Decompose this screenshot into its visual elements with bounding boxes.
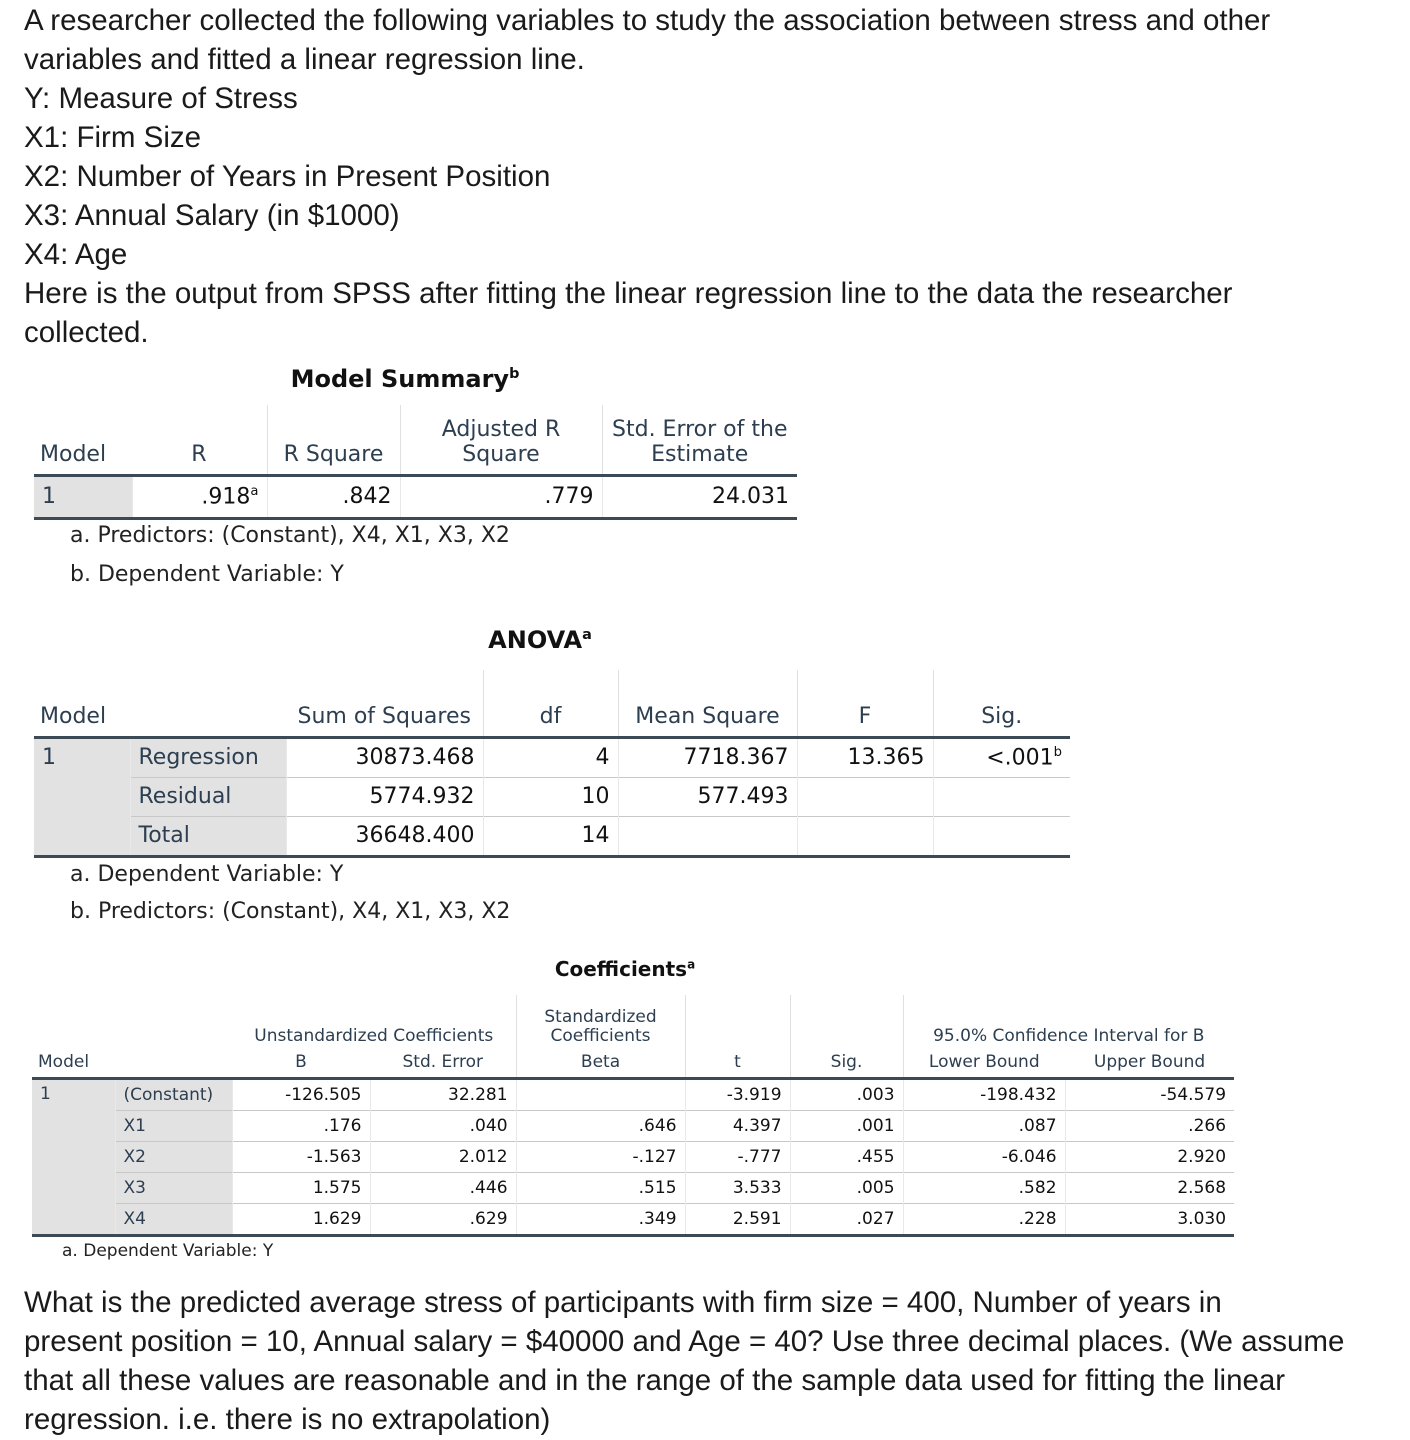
ms-cell (618, 816, 797, 856)
col-header: Sig. (790, 1050, 903, 1078)
model-cell: 1 (34, 475, 132, 518)
adj-r-square-cell: .779 (400, 475, 602, 518)
model-cell: 1 (32, 1078, 115, 1235)
intro-line: X4: Age (24, 238, 128, 271)
se-cell: .040 (370, 1110, 516, 1141)
ss-cell: 30873.468 (286, 737, 483, 777)
table-row (32, 1203, 1234, 1235)
beta-cell: -.127 (516, 1141, 685, 1172)
predictor-cell: X3 (115, 1172, 232, 1203)
lb-cell: .087 (903, 1110, 1065, 1141)
ms-cell: 577.493 (618, 777, 797, 816)
table-row (32, 1141, 1234, 1172)
table-row (34, 737, 1070, 777)
col-header: Beta (516, 1050, 685, 1078)
col-header: Mean Square (618, 670, 797, 737)
ub-cell: 2.568 (1065, 1172, 1234, 1203)
blank-header (685, 995, 790, 1050)
intro-line: X1: Firm Size (24, 121, 202, 154)
title-text: Coefficients (554, 957, 688, 981)
model-summary-table (34, 405, 797, 520)
col-header: R (132, 405, 267, 475)
intro-line: Here is the output from SPSS after fitting the linear regression line to the data the researcher (24, 277, 1233, 310)
b-cell: .176 (232, 1110, 370, 1141)
b-cell: -126.505 (232, 1078, 370, 1110)
t-cell: -3.919 (685, 1078, 790, 1110)
col-header: Std. Error of the Estimate (602, 405, 797, 475)
coefficients-table (32, 995, 1234, 1237)
blank-header (32, 995, 232, 1050)
se-cell: 24.031 (602, 475, 797, 518)
t-cell: 3.533 (685, 1172, 790, 1203)
predictor-cell: X4 (115, 1203, 232, 1235)
table-row (32, 1078, 1234, 1110)
sig-cell: .003 (790, 1078, 903, 1110)
t-cell: -.777 (685, 1141, 790, 1172)
col-header: B (232, 1050, 370, 1078)
table-row (32, 1172, 1234, 1203)
f-cell (797, 816, 933, 856)
df-cell: 14 (483, 816, 618, 856)
col-header: Model (34, 670, 286, 737)
group-header: Unstandardized Coefficients (254, 1025, 494, 1046)
ms-cell: 7718.367 (618, 737, 797, 777)
sig-cell: .005 (790, 1172, 903, 1203)
sig-cell: <.001$^b$ (933, 737, 1070, 777)
ss-cell: 5774.932 (286, 777, 483, 816)
ub-cell: 3.030 (1065, 1203, 1234, 1235)
intro-line: Y: Measure of Stress (24, 82, 298, 115)
se-cell: 32.281 (370, 1078, 516, 1110)
footnote: b. Dependent Variable: Y (70, 562, 344, 587)
se-cell: .629 (370, 1203, 516, 1235)
intro-line: A researcher collected the following variables to study the association between stress and other (24, 4, 1271, 37)
table-row (34, 816, 1070, 856)
col-header: Model (32, 1050, 232, 1078)
col-header: Sum of Squares (286, 670, 483, 737)
sig-cell: .001 (790, 1110, 903, 1141)
ub-cell: -54.579 (1065, 1078, 1234, 1110)
anova-table (34, 670, 1070, 858)
lb-cell: -6.046 (903, 1141, 1065, 1172)
coefficients-title (555, 957, 695, 981)
se-cell: 2.012 (370, 1141, 516, 1172)
footnote: a. Predictors: (Constant), X4, X1, X3, X2 (70, 523, 510, 548)
predictor-cell: X2 (115, 1141, 232, 1172)
col-header: R Square (267, 405, 400, 475)
question-line: What is the predicted average stress of participants with firm size = 400, Number of years in (24, 1286, 1222, 1319)
source-cell: Residual (130, 777, 286, 816)
source-cell: Regression (130, 737, 286, 777)
col-header: Sig. (933, 670, 1070, 737)
intro-line: collected. (24, 316, 149, 349)
col-header: Upper Bound (1065, 1050, 1234, 1078)
table-row (34, 777, 1070, 816)
table-row (32, 1110, 1234, 1141)
intro-line: variables and fitted a linear regression line. (24, 43, 585, 76)
t-cell: 4.397 (685, 1110, 790, 1141)
group-header: 95.0% Confidence Interval for B (903, 995, 1234, 1050)
anova-title (488, 626, 592, 654)
t-cell: 2.591 (685, 1203, 790, 1235)
beta-cell: .349 (516, 1203, 685, 1235)
title-text: ANOVA (488, 626, 583, 654)
predictor-cell: X1 (115, 1110, 232, 1141)
question-line: present position = 10, Annual salary = $40000 and Age = 40? Use three decimal places. (We assume (24, 1325, 1345, 1358)
title-text: Model Summary (290, 365, 510, 393)
col-header: t (685, 1050, 790, 1078)
sig-cell: .027 (790, 1203, 903, 1235)
ss-cell: 36648.400 (286, 816, 483, 856)
sig-cell: .455 (790, 1141, 903, 1172)
f-cell (797, 777, 933, 816)
beta-cell: .515 (516, 1172, 685, 1203)
intro-line: X2: Number of Years in Present Position (24, 160, 551, 193)
beta-cell (516, 1078, 685, 1110)
b-cell: -1.563 (232, 1141, 370, 1172)
footnote-marker: a (582, 627, 592, 643)
question-line: regression. i.e. there is no extrapolation) (24, 1403, 551, 1436)
f-cell: 13.365 (797, 737, 933, 777)
se-cell: .446 (370, 1172, 516, 1203)
col-header: Lower Bound (903, 1050, 1065, 1078)
b-cell: 1.629 (232, 1203, 370, 1235)
col-header: Adjusted R Square (400, 405, 602, 475)
intro-line: X3: Annual Salary (in $1000) (24, 199, 400, 232)
predictor-cell: (Constant) (115, 1078, 232, 1110)
b-cell: 1.575 (232, 1172, 370, 1203)
model-cell: 1 (34, 737, 130, 856)
question-text (24, 1283, 1344, 1439)
col-header: df (483, 670, 618, 737)
df-cell: 4 (483, 737, 618, 777)
ub-cell: .266 (1065, 1110, 1234, 1141)
col-header: Std. Error (370, 1050, 516, 1078)
lb-cell: .228 (903, 1203, 1065, 1235)
blank-header (790, 995, 903, 1050)
lb-cell: .582 (903, 1172, 1065, 1203)
sig-cell (933, 777, 1070, 816)
col-header: F (797, 670, 933, 737)
footnote: a. Dependent Variable: Y (70, 862, 344, 887)
r-cell: .918$^a$ (132, 475, 267, 518)
r-square-cell: .842 (267, 475, 400, 518)
source-cell: Total (130, 816, 286, 856)
model-summary-title (291, 365, 520, 393)
footnote: a. Dependent Variable: Y (62, 1241, 274, 1261)
df-cell: 10 (483, 777, 618, 816)
col-header: Model (34, 405, 132, 475)
ub-cell: 2.920 (1065, 1141, 1234, 1172)
lb-cell: -198.432 (903, 1078, 1065, 1110)
footnote-marker: b (509, 366, 520, 382)
intro-text (24, 1, 1270, 352)
beta-cell: .646 (516, 1110, 685, 1141)
footnote-marker: a (687, 957, 696, 972)
footnote: b. Predictors: (Constant), X4, X1, X3, X2 (70, 899, 511, 924)
table-row (34, 475, 797, 518)
question-line: that all these values are reasonable and in the range of the sample data used for fitting the linear (24, 1364, 1286, 1397)
group-header: Standardized Coefficients (516, 995, 685, 1050)
sig-cell (933, 816, 1070, 856)
